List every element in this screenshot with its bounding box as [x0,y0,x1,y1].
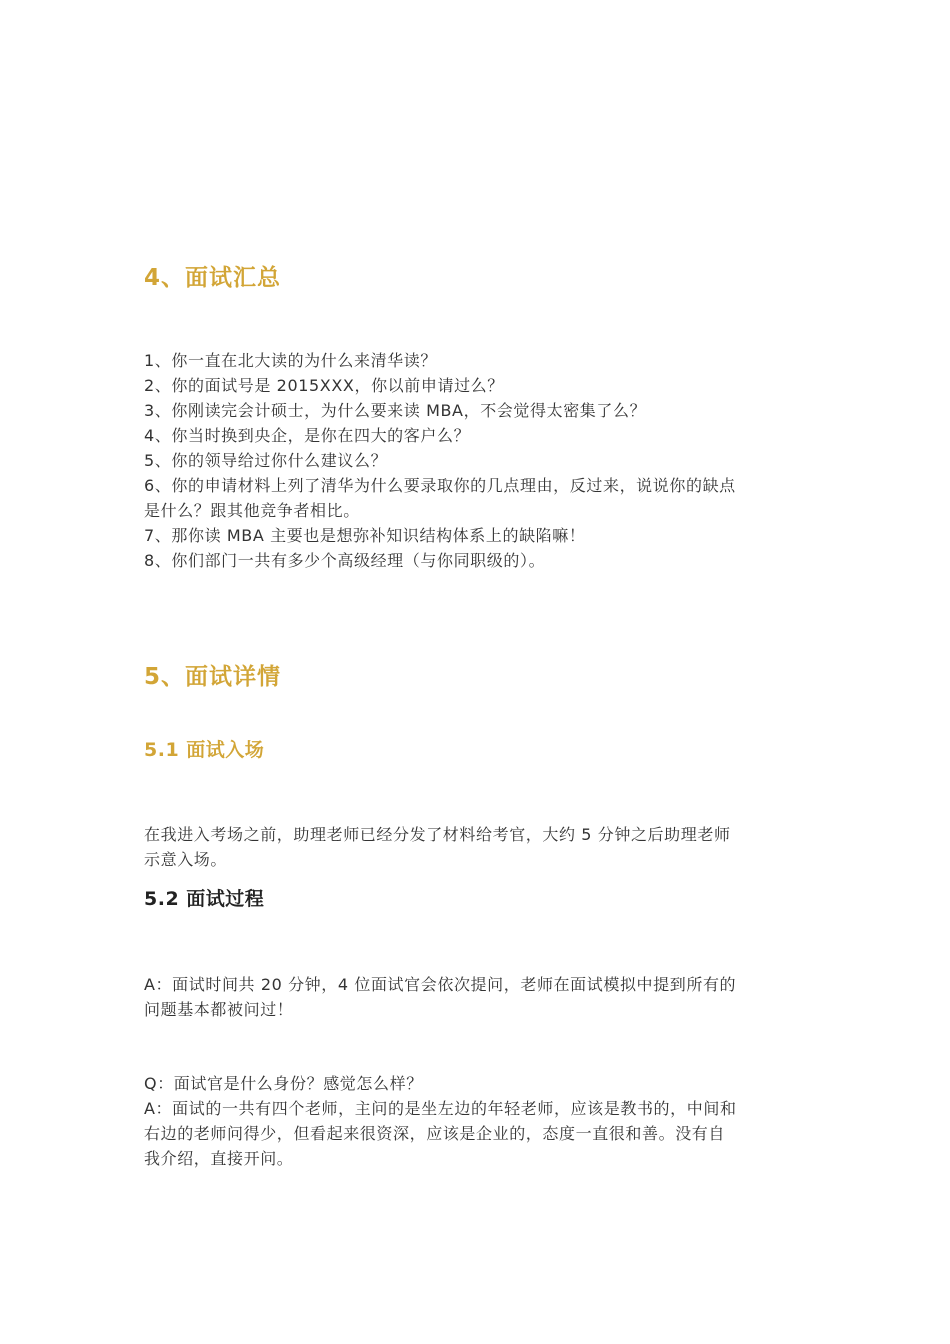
qa-paragraph [144,1071,814,1171]
paragraph-line: A：面试的一共有四个老师，主问的是坐左边的年轻老师，应该是教书的，中间和 [144,1099,737,1118]
list-item: 4、你当时换到央企，是你在四大的客户么？ [144,426,471,445]
list-item: 是什么？跟其他竞争者相比。 [144,501,360,520]
paragraph-line: 右边的老师问得少，但看起来很资深，应该是企业的，态度一直很和善。没有自 [144,1124,726,1143]
paragraph-line: A：面试时间共 20 分钟，4 位面试官会依次提问，老师在面试模拟中提到所有的 [144,975,737,994]
paragraph-line: 示意入场。 [144,850,228,869]
subsection-5-2-heading: 5.2 面试过程 [144,888,265,910]
paragraph-line: 在我进入考场之前，助理老师已经分发了材料给考官，大约 5 分钟之后助理老师 [144,825,731,844]
list-item: 5、你的领导给过你什么建议么？ [144,451,388,470]
process-paragraph [144,972,814,1022]
section-5-heading: 5、面试详情 [144,664,282,690]
list-item: 2、你的面试号是 2015XXX，你以前申请过么？ [144,376,504,395]
interview-question-list [144,348,814,573]
list-item: 8、你们部门一共有多少个高级经理（与你同职级的）。 [144,551,546,570]
list-item: 6、你的申请材料上列了清华为什么要录取你的几点理由，反过来，说说你的缺点 [144,476,736,495]
paragraph-line: 问题基本都被问过！ [144,1000,294,1019]
entry-paragraph [144,822,814,872]
paragraph-line: 我介绍，直接开问。 [144,1149,294,1168]
subsection-5-1-heading: 5.1 面试入场 [144,739,265,761]
list-item: 3、你刚读完会计硕士，为什么要来读 MBA，不会觉得太密集了么？ [144,401,647,420]
paragraph-line: Q：面试官是什么身份？感觉怎么样？ [144,1074,423,1093]
section-4-heading: 4、面试汇总 [144,265,282,291]
list-item: 7、那你读 MBA 主要也是想弥补知识结构体系上的缺陷嘛！ [144,526,586,545]
list-item: 1、你一直在北大读的为什么来清华读？ [144,351,437,370]
